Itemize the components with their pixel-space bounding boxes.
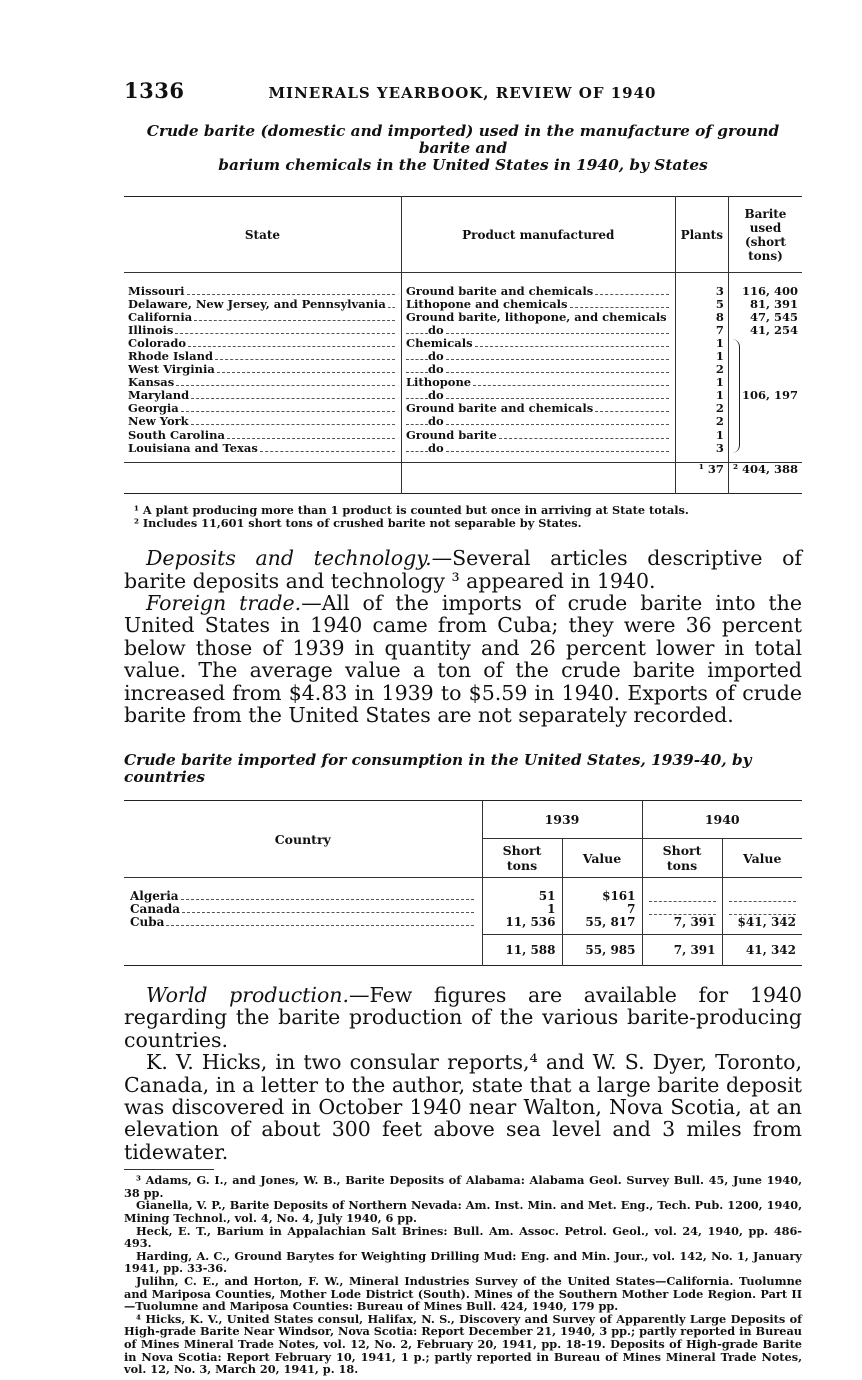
plants-cell: 2 — [675, 402, 728, 415]
paragraph-deposits-lead: Deposits and technology. — [146, 546, 432, 571]
table2-body — [124, 878, 802, 929]
plants-cell: 1 — [675, 337, 728, 350]
col-header-plants: Plants — [675, 197, 728, 273]
paragraph-hicks — [124, 1051, 802, 1163]
footnote-rule — [124, 1169, 214, 1170]
plants-cell: 1 — [675, 389, 728, 402]
plants-cell: 7 — [675, 324, 728, 337]
total-value-1940: 41, 342 — [722, 935, 802, 966]
state-cell: Colorado — [128, 335, 187, 350]
table-row — [124, 298, 802, 311]
paragraph-world-production-text: —Few figures are available for 1940 regarding the barite production of the various barite-producing countries. — [124, 982, 802, 1052]
reference-item: Gianella, V. P., Barite Deposits of Northern Nevada: Am. Inst. Min. and Met. Eng., Tech. Pub. 1200, 1940, Mining Technol., vol. 4, No. 4, July 1940, 6 pp. — [124, 1198, 802, 1225]
col-header-1939: 1939 — [482, 801, 642, 839]
product-cell: do — [427, 388, 444, 403]
table1-total-section — [124, 455, 802, 494]
table2-total-section — [124, 929, 802, 966]
country-cell: Cuba — [130, 914, 165, 929]
state-cell: Louisiana and Texas — [128, 440, 258, 455]
table-row — [124, 916, 802, 929]
product-cell: Ground barite and chemicals — [405, 283, 594, 298]
total-tons: ² 404, 388 — [728, 463, 802, 494]
table1-footnote-1: ¹ A plant producing more than 1 product is counted but once in arriving at State totals. — [134, 503, 689, 518]
col-header-short-tons-1939: Short tons — [482, 839, 562, 878]
state-cell: Illinois — [128, 322, 174, 337]
plants-cell: 2 — [675, 415, 728, 428]
table1-footnotes — [124, 504, 802, 529]
table-row — [124, 890, 802, 903]
total-plants: ¹ 37 — [675, 463, 728, 494]
page-header — [124, 78, 802, 103]
total-short-tons-1939: 11, 588 — [482, 935, 562, 966]
reference-item: ³ Adams, G. I., and Jones, W. B., Barite Deposits of Alabama: Alabama Geol. Survey Bull. 45, June 1940, 38 pp. — [124, 1173, 802, 1200]
table1-caption-line2: barium chemicals in the United States in 1940, by States — [218, 156, 708, 174]
table1-body — [124, 273, 802, 455]
value-1940-cell — [722, 890, 802, 903]
tons-cell: 81, 391 — [728, 298, 802, 311]
col-header-short-tons-1940: Short tons — [642, 839, 722, 878]
state-cell: New York — [128, 414, 189, 429]
plants-cell: 1 — [675, 350, 728, 363]
references — [124, 1174, 802, 1376]
col-header-state: State — [124, 197, 401, 273]
table1-caption-line1: Crude barite (domestic and imported) used in the manufacture of ground barite and — [146, 122, 780, 157]
product-cell: Ground barite — [405, 427, 497, 442]
short-tons-1939-cell: 11, 536 — [482, 916, 562, 929]
value-1939-cell: 7 — [562, 903, 642, 916]
barite-by-state-table — [124, 196, 802, 494]
state-cell: West Virginia — [128, 362, 215, 377]
state-cell: Kansas — [128, 375, 175, 390]
product-cell: do — [427, 414, 444, 429]
tons-cell: 116, 400 — [728, 285, 802, 298]
table-row — [124, 402, 802, 415]
total-short-tons-1940: 7, 391 — [642, 935, 722, 966]
country-cell: Canada — [130, 901, 180, 916]
product-cell: Lithopone and chemicals — [405, 296, 568, 311]
col-header-value-1939: Value — [562, 839, 642, 878]
product-cell: Ground barite, lithopone, and chemicals — [405, 309, 667, 324]
plants-cell: 8 — [675, 311, 728, 324]
total-value-1939: 55, 985 — [562, 935, 642, 966]
short-tons-1940-cell — [642, 890, 722, 903]
table-row — [124, 415, 802, 428]
bracket-value: 106, 197 — [741, 388, 798, 403]
value-1939-cell: $161 — [562, 890, 642, 903]
value-1940-cell: $41, 342 — [722, 916, 802, 929]
reference-item: Heck, E. T., Barium in Appalachian Salt Brines: Bull. Am. Assoc. Petrol. Geol., vol. 24, 1940, pp. 486-493. — [124, 1223, 802, 1251]
bracket-icon — [731, 339, 740, 453]
reference-item: Julihn, C. E., and Horton, F. W., Mineral Industries Survey of the United States—California. Tuolumne and Mariposa Counties, Mother Lode District (South). Mines of the Southern Mother Lode Region. Part II—Tuolumne and Mariposa Counties: Bureau of Mines Bull. 424, 1940, 179 pp. — [124, 1273, 802, 1314]
barite-imports-table — [124, 800, 802, 966]
page — [124, 78, 802, 1376]
paragraph-deposits-text: —Several articles descriptive of barite deposits and technology ³ appeared in 1940. — [124, 546, 802, 593]
plants-cell: 1 — [675, 376, 728, 389]
table2-total-row — [124, 935, 802, 966]
plants-cell: 5 — [675, 298, 728, 311]
short-tons-1939-cell: 1 — [482, 903, 562, 916]
short-tons-1939-cell: 51 — [482, 890, 562, 903]
plants-cell: 1 — [675, 429, 728, 442]
product-cell: Chemicals — [405, 335, 473, 350]
bracket-value-cell — [728, 337, 802, 455]
state-cell: Maryland — [128, 388, 190, 403]
table-row — [124, 429, 802, 442]
country-cell: Algeria — [130, 888, 179, 903]
paragraph-foreign-trade-text: —All of the imports of crude barite into the United States in 1940 came from Cuba; they were 36 percent below those of 1939 in quantity and 26 percent lower in total value. The average value a ton of the crude barite imported increased from $4.83 in 1939 to $5.59 in 1940. Exports of crude barite from the United States are not separately recorded. — [124, 591, 803, 728]
tons-cell: 47, 545 — [728, 311, 802, 324]
paragraph-foreign-trade-lead: Foreign trade. — [146, 591, 302, 616]
plants-cell: 3 — [675, 285, 728, 298]
product-cell: do — [427, 362, 444, 377]
plants-cell: 3 — [675, 442, 728, 455]
col-header-value-1940: Value — [722, 839, 802, 878]
table1-footnote-2: ² Includes 11,601 short tons of crushed barite not separable by States. — [134, 515, 582, 530]
table-row — [124, 337, 802, 350]
table2-caption: Crude barite imported for consumption in the United States, 1939-40, by countries — [124, 751, 752, 787]
table-row — [124, 442, 802, 455]
col-header-1940: 1940 — [642, 801, 802, 839]
tons-cell: 41, 254 — [728, 324, 802, 337]
state-cell: Missouri — [128, 283, 185, 298]
paragraph-world-production — [124, 984, 802, 1051]
short-tons-1940-cell: 7, 391 — [642, 916, 722, 929]
state-cell: Delaware, New Jersey, and Pennsylvania — [128, 296, 386, 311]
value-1939-cell: 55, 817 — [562, 916, 642, 929]
product-cell: Lithopone — [405, 375, 472, 390]
col-header-barite-used: Barite used (short tons) — [728, 197, 802, 273]
running-title: MINERALS YEARBOOK, REVIEW OF 1940 — [268, 84, 657, 102]
product-cell: do — [427, 440, 444, 455]
state-cell: Georgia — [128, 401, 179, 416]
table-row — [124, 324, 802, 337]
state-cell: Rhode Island — [128, 348, 214, 363]
table-row — [124, 285, 802, 298]
table-row — [124, 311, 802, 324]
col-header-country: Country — [124, 801, 482, 878]
table1-total-row — [124, 463, 802, 494]
table1-caption — [124, 123, 802, 174]
paragraph-foreign-trade — [124, 592, 802, 726]
reference-item: ⁴ Hicks, K. V., United States consul, Halifax, N. S., Discovery and Survey of Apparently Large Deposits of High-grade Barite Near Windsor, Nova Scotia: Report December 21, 1940, 3 pp.; partly reported in Bureau of Mines Mineral Trade Notes, vol. 12, No. 2, February 20, 1941, pp. 18-19. Deposits of High-grade Barite in Nova Scotia: Report February 10, 1941, 1 p.; partly reported in Bureau of Mines Mineral Trade Notes, vol. 12, No. 3, March 20, 1941, p. 18. — [124, 1311, 802, 1377]
plants-cell: 2 — [675, 363, 728, 376]
reference-item: Harding, A. C., Ground Barytes for Weighting Drilling Mud: Eng. and Min. Jour., vol. 142, No. 1, January 1941, pp. 33-36. — [124, 1248, 802, 1276]
paragraph-deposits — [124, 547, 802, 592]
product-cell: do — [427, 322, 444, 337]
state-cell: California — [128, 309, 193, 324]
paragraph-world-production-lead: World production. — [146, 982, 350, 1007]
table-row — [124, 376, 802, 389]
col-header-product: Product manufactured — [401, 197, 675, 273]
state-cell: South Carolina — [128, 427, 225, 442]
paragraph-hicks-text: K. V. Hicks, in two consular reports,⁴ and W. S. Dyer, Toronto, Canada, in a letter to the author, state that a large barite deposit was discovered in October 1940 near Walton, Nova Scotia, at an elevation of about 300 feet above sea level and 3 miles from tidewater. — [124, 1050, 802, 1164]
table-row — [124, 350, 802, 363]
product-cell: do — [427, 348, 444, 363]
page-number: 1336 — [124, 78, 185, 103]
product-cell: Ground barite and chemicals — [405, 401, 594, 416]
